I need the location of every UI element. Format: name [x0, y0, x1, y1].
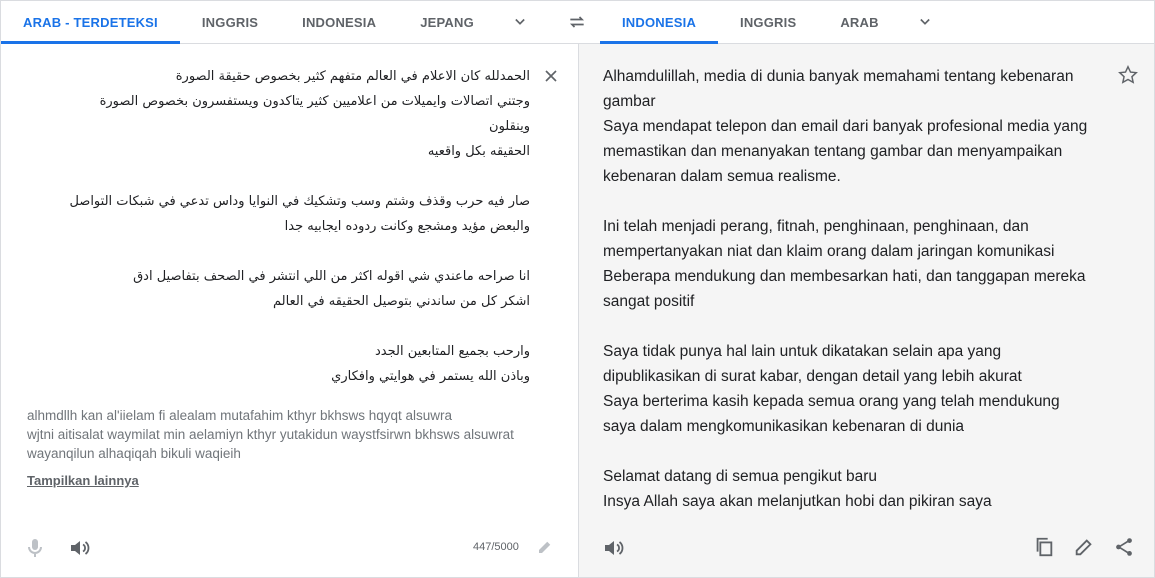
tab-target-indonesian[interactable]: INDONESIA — [600, 1, 718, 43]
transliteration: alhmdllh kan al'iielam fi alealam mutafahim kthyr bkhsws hqyqt alsuwra wjtni aitisalat waymilat min aelamiyn kthyr yutakidun waystfsirwn bkhsws alsuwrat wayanqilun alhaqiqah bikuli waqieih — [27, 408, 514, 461]
target-language-tabs — [600, 1, 949, 43]
share-translation-button[interactable] — [1113, 536, 1137, 560]
chevron-down-icon — [510, 12, 530, 32]
listen-source-button[interactable] — [67, 536, 91, 560]
source-language-tabs — [1, 1, 544, 43]
tab-source-japanese[interactable]: JEPANG — [420, 14, 474, 30]
translation-panel — [579, 44, 1154, 577]
character-count: 447/5000 — [473, 541, 519, 553]
swap-languages-button[interactable] — [561, 7, 593, 37]
copy-translation-button[interactable] — [1033, 536, 1057, 560]
edit-source-button[interactable] — [536, 538, 556, 558]
chevron-down-icon — [915, 12, 935, 32]
source-panel — [1, 44, 579, 577]
copy-icon — [1033, 536, 1055, 558]
star-icon — [1117, 64, 1139, 86]
tab-source-arabic-detected[interactable]: ARAB - TERDETEKSI — [1, 1, 180, 43]
tab-source-indonesian[interactable]: INDONESIA — [302, 14, 377, 30]
speaker-icon — [67, 536, 91, 560]
mic-icon — [23, 536, 47, 560]
show-more-link[interactable]: Tampilkan lainnya — [27, 473, 139, 488]
clear-source-button[interactable] — [541, 66, 561, 86]
language-bar — [1, 1, 1154, 44]
translation-output: Alhamdulillah, media di dunia banyak memahami tentang kebenaran gambar Saya mendapat telepon dan email dari banyak profesional media yang memastikan dan menanyakan tentang gambar dan menyampaikan kebenaran dalam semua realisme. Ini telah menjadi perang, fitnah, penghinaan, penghinaan, dan mempertanyakan niat dan klaim orang dalam jaringan komunikasi Beberapa mendukung dan membesarkan hati, dan tanggapan mereka sangat positif Saya tidak punya hal lain untuk dikatakan selain apa yang dipublikasikan di surat kabar, dengan detail yang lebih akurat Saya berterima kasih kepada semua orang yang telah mendukung saya dalam mengkomunikasikan kebenaran di dunia Selamat datang di semua pengikut baru Insya Allah saya akan melanjutkan hobi dan pikiran saya — [603, 68, 1088, 510]
voice-input-button[interactable] — [23, 536, 47, 560]
speaker-icon — [601, 536, 625, 560]
listen-translation-button[interactable] — [601, 536, 625, 560]
pencil-icon — [536, 538, 554, 556]
share-icon — [1113, 536, 1135, 558]
save-translation-button[interactable] — [1117, 64, 1141, 88]
source-text-input[interactable]: الحمدلله كان الاعلام في العالم متفهم كثير بخصوص حقيقة الصورة وجتني اتصالات وايميلات من اعلاميين كثير يتاكدون ويستفسرون بخصوص الصورة وينقلون الحقيقه بكل واقعيه صار فيه حرب وقذف وشتم وسب وتشكيك في النوايا وداس تدعي في شبكات التواصل والبعض مؤيد ومشجع وكانت ردوده ايجابيه جدا انا صراحه ماعندي شي اقوله اكثر من اللي انتشر في الصحف بتفاصيل ادق اشكر كل من ساندني بتوصيل الحقيقه في العالم وارحب بجميع المتابعين الجدد وباذن الله يستمر في هوايتي وافكاري — [69, 69, 530, 384]
suggest-edit-button[interactable] — [1073, 536, 1097, 560]
tab-source-english[interactable]: INGGRIS — [201, 14, 259, 30]
close-icon — [541, 66, 561, 86]
tab-target-arabic[interactable]: ARAB — [840, 14, 879, 30]
tab-target-english[interactable]: INGGRIS — [740, 14, 797, 30]
swap-icon — [567, 12, 587, 32]
pencil-icon — [1073, 536, 1095, 558]
target-language-more-button[interactable] — [901, 1, 949, 43]
source-language-more-button[interactable] — [496, 1, 544, 43]
